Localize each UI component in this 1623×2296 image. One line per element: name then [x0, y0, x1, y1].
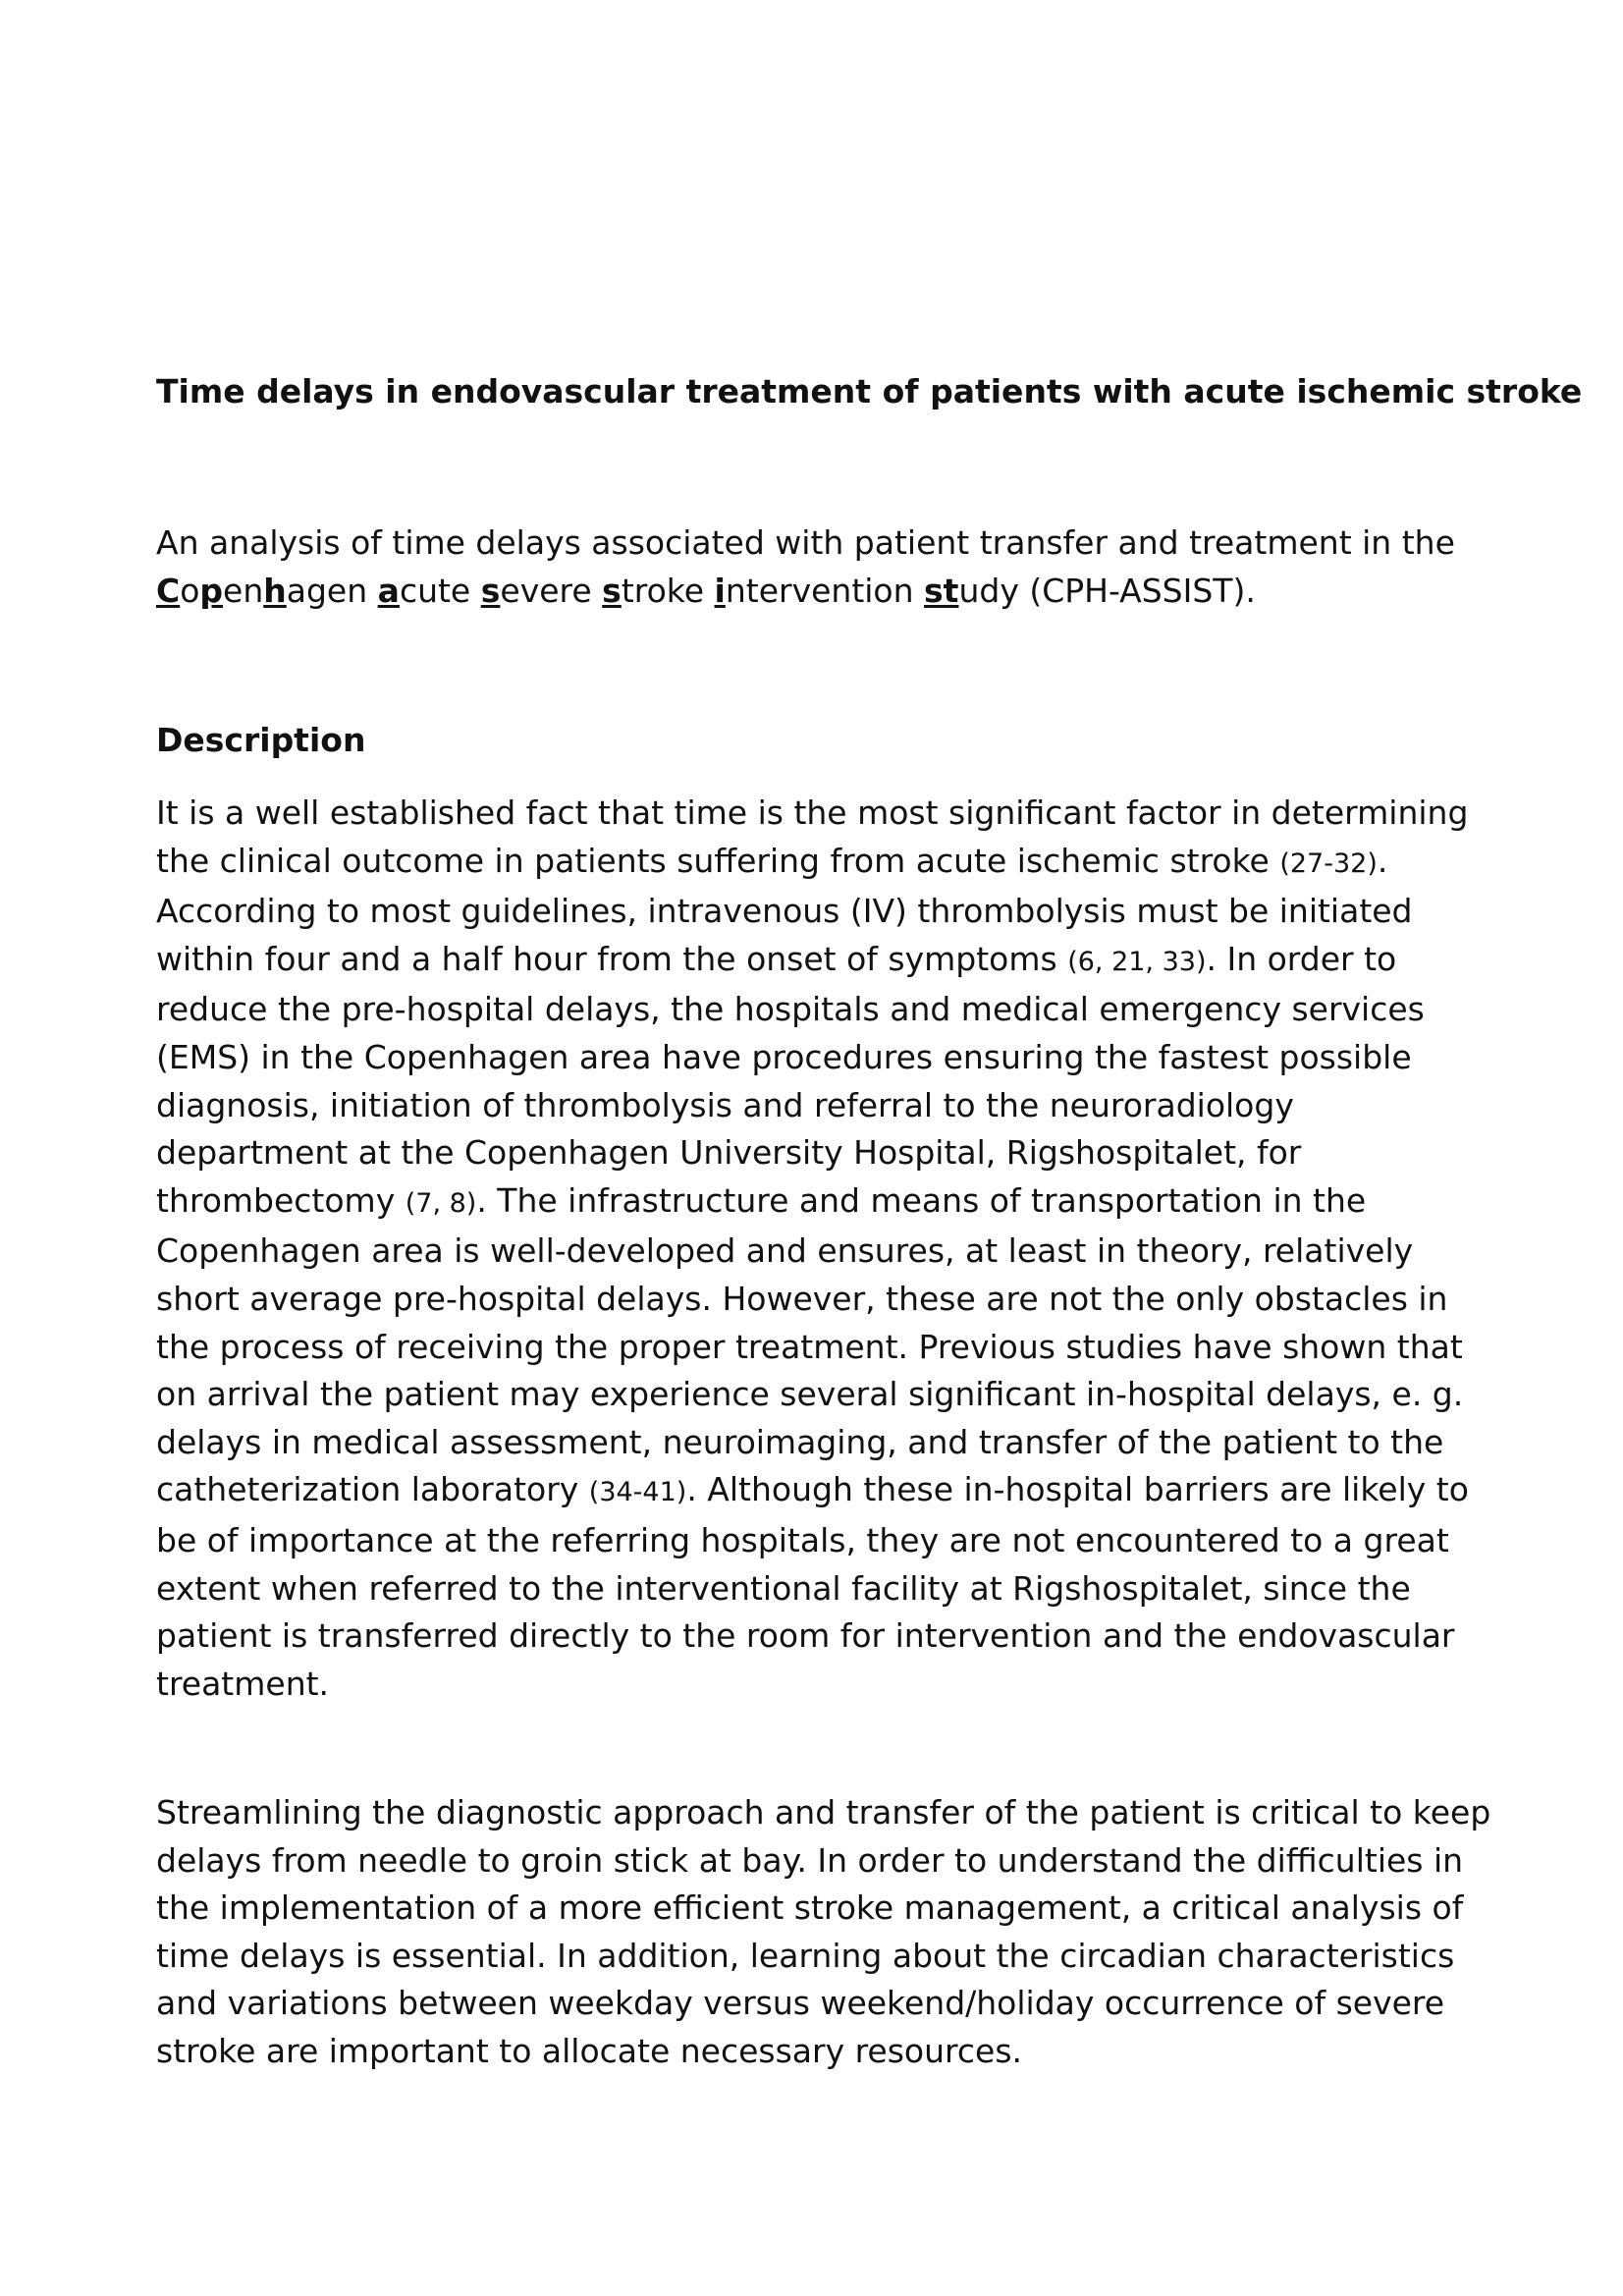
subtitle-text-segment: o — [180, 572, 200, 610]
line-text: Copenhagen area is well-developed and ensures, at least in theory, relatively — [156, 1231, 1414, 1271]
paragraph-line — [156, 888, 1491, 936]
paragraph-line — [156, 1324, 1491, 1372]
streamlining-paragraph — [156, 1789, 1491, 2076]
citation-reference: (7, 8) — [405, 1187, 477, 1219]
line-text: and variations between weekday versus weekend/holiday occurrence of severe — [156, 1984, 1445, 2023]
acronym-letter: C — [156, 572, 181, 610]
subtitle-text-segment: cute — [399, 572, 481, 610]
paragraph-line — [156, 1565, 1491, 1613]
line-text: delays from needle to groin stick at bay. In order to understand the difficulties in — [156, 1840, 1464, 1880]
document-subtitle — [156, 519, 1491, 615]
line-text: It is a well established fact that time is the most significant factor in determining — [156, 793, 1469, 832]
line-text: on arrival the patient may experience several significant in-hospital delays, e. g. — [156, 1375, 1464, 1414]
subtitle-text-segment: ntervention — [725, 572, 925, 610]
paragraph-line — [156, 1517, 1491, 1565]
line-text: According to most guidelines, intravenous (IV) thrombolysis must be initiated — [156, 892, 1413, 931]
citation-reference: (6, 21, 33) — [1067, 946, 1207, 977]
line-text: the process of receiving the proper treatment. Previous studies have shown that — [156, 1327, 1463, 1366]
citation-reference: (27-32) — [1279, 847, 1378, 879]
paragraph-line — [156, 1276, 1491, 1324]
line-text: Streamlining the diagnostic approach and transfer of the patient is critical to keep — [156, 1793, 1491, 1831]
paragraph-line — [156, 1885, 1491, 1933]
section-heading: Description — [156, 721, 366, 759]
paragraph-line — [156, 838, 1491, 889]
line-text: the implementation of a more efficient stroke management, a critical analysis of — [156, 1888, 1464, 1928]
subtitle-acronym-line — [156, 567, 1491, 615]
line-text: department at the Copenhagen University Hospital, Rigshospitalet, for — [156, 1133, 1302, 1173]
paragraph-line — [156, 1034, 1491, 1082]
paragraph-line — [156, 1466, 1491, 1517]
acronym-letter: s — [602, 572, 622, 610]
line-text: reduce the pre-hospital delays, the hospitals and medical emergency services — [156, 990, 1425, 1029]
subtitle-text-segment: evere — [500, 572, 603, 610]
paragraph-line — [156, 1129, 1491, 1177]
line-text: (EMS) in the Copenhagen area have procedures ensuring the fastest possible — [156, 1037, 1412, 1076]
line-text-continued: . The infrastructure and means of transportation in the — [476, 1180, 1367, 1220]
line-text: delays in medical assessment, neuroimaging, and transfer of the patient to the — [156, 1422, 1444, 1461]
paragraph-line — [156, 1933, 1491, 1981]
citation-reference: (34-41) — [588, 1477, 687, 1508]
line-text: catheterization laboratory — [156, 1470, 589, 1509]
acronym-letter: h — [263, 572, 287, 610]
acronym-letter: a — [377, 572, 400, 610]
line-text: thrombectomy — [156, 1180, 406, 1220]
line-text: be of importance at the referring hospitals, they are not encountered to a great — [156, 1520, 1449, 1559]
paragraph-line — [156, 1177, 1491, 1229]
subtitle-line: An analysis of time delays associated with patient transfer and treatment in the — [156, 523, 1455, 562]
line-text-continued: . In order to — [1206, 939, 1397, 978]
paragraph-line — [156, 936, 1491, 987]
paragraph-line — [156, 1661, 1491, 1709]
subtitle-text-segment: agen — [286, 572, 378, 610]
acronym-letter: st — [924, 572, 959, 610]
paragraph-line — [156, 1789, 1491, 1837]
line-text: treatment. — [156, 1664, 330, 1703]
paragraph-line — [156, 790, 1491, 838]
paragraph-line — [156, 1980, 1491, 2028]
subtitle-text-segment: udy (CPH-ASSIST). — [958, 572, 1256, 610]
paragraph-line — [156, 1837, 1491, 1886]
paragraph-line — [156, 1228, 1491, 1276]
line-text: patient is transferred directly to the room for intervention and the endovascular — [156, 1616, 1455, 1656]
line-text: within four and a half hour from the onset of symptoms — [156, 939, 1068, 978]
paragraph-line — [156, 986, 1491, 1034]
line-text: extent when referred to the interventional facility at Rigshospitalet, since the — [156, 1568, 1411, 1608]
line-text-continued: . Although these in-hospital barriers are likely to — [686, 1470, 1469, 1509]
acronym-letter: s — [480, 572, 501, 610]
line-text: diagnosis, initiation of thrombolysis and referral to the neuroradiology — [156, 1085, 1294, 1124]
paragraph-line — [156, 1082, 1491, 1130]
line-text: the clinical outcome in patients suffering from acute ischemic stroke — [156, 841, 1280, 880]
paragraph-line — [156, 1371, 1491, 1419]
subtitle-text-segment: troke — [621, 572, 715, 610]
subtitle-text-segment: en — [223, 572, 264, 610]
acronym-letter: p — [199, 572, 224, 610]
document-title: Time delays in endovascular treatment of patients with acute ischemic stroke — [156, 372, 1583, 410]
acronym-letter: i — [714, 572, 726, 610]
line-text: short average pre-hospital delays. However, these are not the only obstacles in — [156, 1279, 1448, 1318]
line-text-continued: . — [1377, 841, 1388, 880]
line-text: stroke are important to allocate necessary resources. — [156, 2031, 1023, 2070]
paragraph-line — [156, 1419, 1491, 1467]
paragraph-line — [156, 1613, 1491, 1661]
description-paragraph — [156, 790, 1491, 1708]
line-text: time delays is essential. In addition, learning about the circadian characteristics — [156, 1936, 1455, 1975]
paragraph-line — [156, 2028, 1491, 2076]
